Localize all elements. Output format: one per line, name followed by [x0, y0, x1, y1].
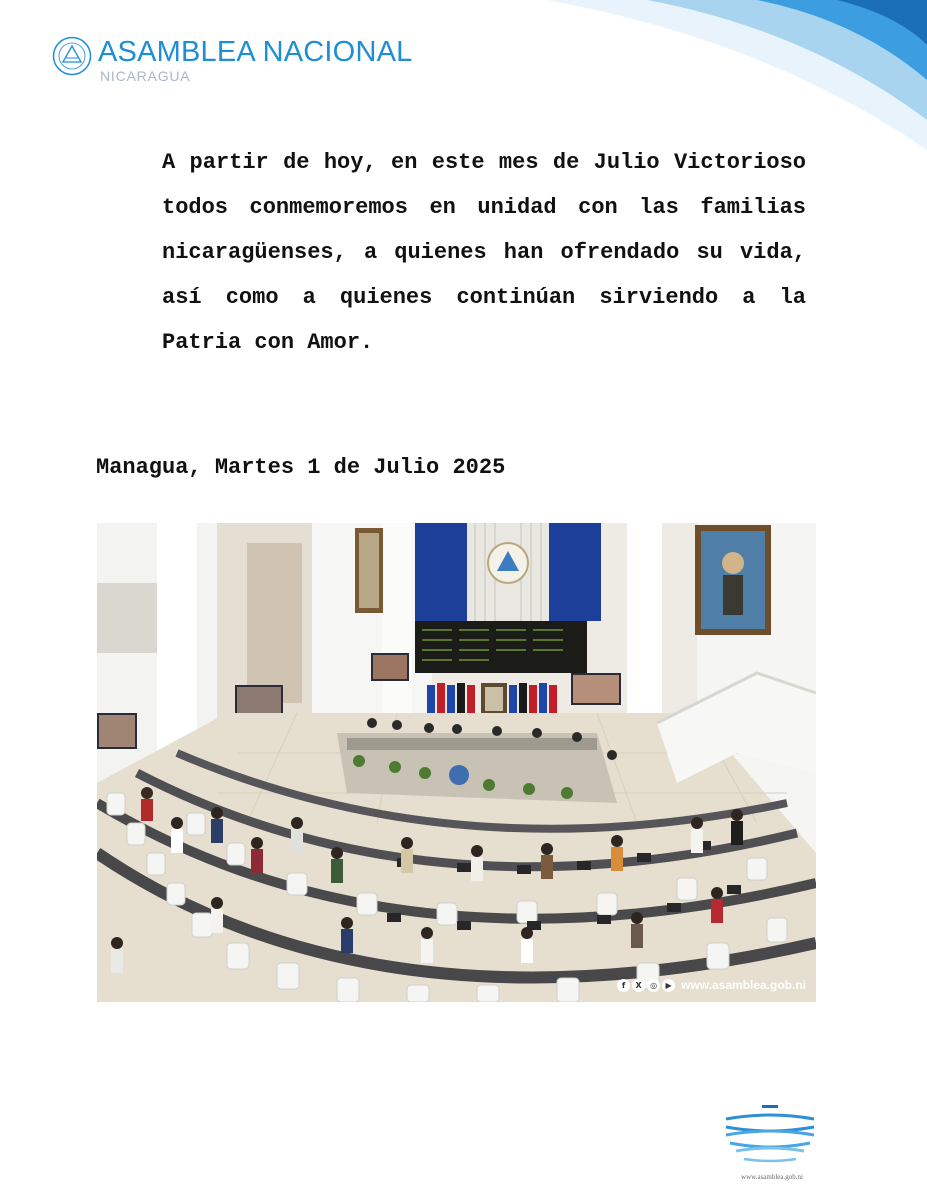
facebook-icon: f: [617, 979, 630, 992]
dateline: Managua, Martes 1 de Julio 2025: [96, 455, 506, 480]
nicaragua-coat-of-arms-icon: [52, 36, 92, 76]
letterhead: [52, 36, 412, 84]
footer-url: www.asamblea.gob.ni: [741, 1173, 803, 1181]
org-name: ASAMBLEA NACIONAL: [98, 36, 413, 68]
corner-swoosh-decoration: [507, 0, 927, 160]
youtube-icon: ▶: [662, 979, 675, 992]
x-icon: X: [632, 979, 645, 992]
national-assembly-plenary-photo: [97, 523, 816, 1002]
commemoration-message: A partir de hoy, en este mes de Julio Victorioso todos conmemoremos en unidad con las familias nicaragüenses, a quienes han ofrendado su vida, así como a quienes continúan sirviendo a la Patria con Amor.: [162, 150, 806, 355]
watermark-url: www.asamblea.gob.ni: [681, 978, 806, 992]
photo-watermark: [617, 978, 806, 992]
assembly-waves-logo-icon: [722, 1105, 818, 1165]
plenary-photo: [97, 523, 816, 1002]
country-name: NICARAGUA: [100, 68, 191, 84]
instagram-icon: ◎: [647, 979, 660, 992]
